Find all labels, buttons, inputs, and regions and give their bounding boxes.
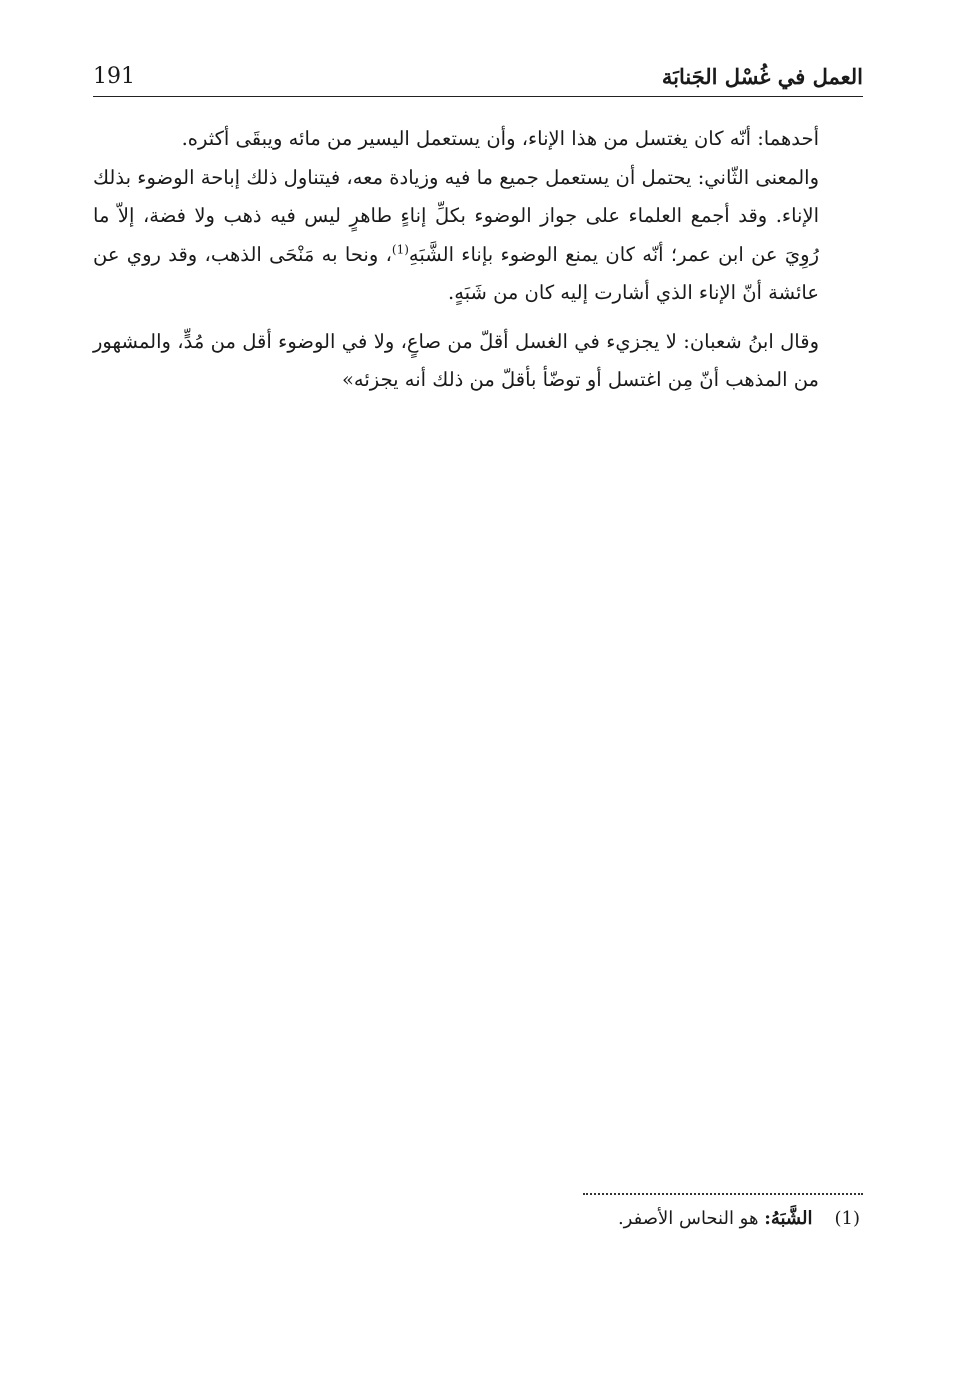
paragraph-3: وقال ابنُ شعبان: لا يجزيء في الغسل أقلّ من صاعٍ، ولا في الوضوء أقل من مُدٍّ، والمشهور من المذهب أنّ مِن اغتسل أو توضّأ بأقلّ من ذلك أنه يجزئه» xyxy=(93,329,819,391)
footnote-term: الشَّبَهُ: xyxy=(764,1208,813,1229)
page-number: 191 xyxy=(93,64,135,89)
footnote-separator xyxy=(583,1193,863,1195)
page-header xyxy=(93,60,863,97)
footnote-number: (1) xyxy=(834,1208,860,1229)
running-title: العمل في غُسْل الجَنابَة xyxy=(661,64,863,89)
paragraph-2 xyxy=(93,159,863,313)
paragraph-2-part-1: والمعنى الثّاني: يحتمل أن يستعمل جميع ما فيه وزيادة معه، فيتناول ذلك إباحة الوضوء بذلك الإناء. وقد أجمع العلماء على جواز الوضوء بكلِّ إناءٍ طاهرٍ ليس فيه ذهب ولا فضة، إلاّ ما رُوِيَ عن ابن عمر؛ أنّه كان يمنع الوضوء بإناء الشَّبَهِ xyxy=(93,165,819,266)
footnote-reference: (1) xyxy=(391,242,409,256)
footnote xyxy=(360,1208,860,1229)
footnote-text: هو النحاس الأصفر. xyxy=(617,1208,765,1229)
main-text xyxy=(93,120,863,400)
paragraph-2-part-2: ، ونحا به مَنْحَى الذهب، وقد روي عن عائشة أنّ الإناء الذي أشارت إليه كان من شَبَهٍ. xyxy=(93,242,819,304)
paragraph-1: أحدهما: أنّه كان يغتسل من هذا الإناء، وأن يستعمل اليسير من مائه ويبقَى أكثره. xyxy=(181,127,819,150)
